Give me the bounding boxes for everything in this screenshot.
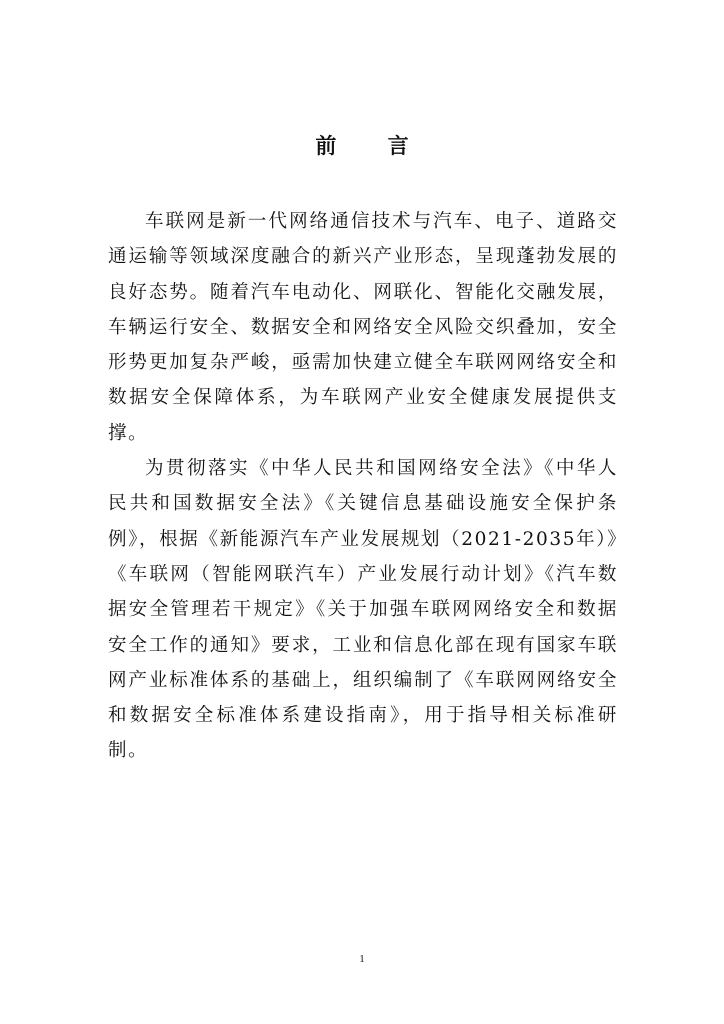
page-number: 1 — [359, 953, 365, 965]
body-text — [108, 204, 618, 769]
paragraph-2: 为贯彻落实《中华人民共和国网络安全法》《中华人民共和国数据安全法》《关键信息基础设施安全保护条例》，根据《新能源汽车产业发展规划（2021-2035年）》《车联网（智能网联汽车）产业发展行动计划》《汽车数据安全管理若干规定》《关于加强车联网网络安全和数据安全工作的通知》要求，工业和信息化部在现有国家车联网产业标准体系的基础上，组织编制了《车联网网络安全和数据安全标准体系建设指南》，用于指导相关标准研制。 — [108, 458, 618, 762]
paragraph-1: 车联网是新一代网络通信技术与汽车、电子、道路交通运输等领域深度融合的新兴产业形态，呈现蓬勃发展的良好态势。随着汽车电动化、网联化、智能化交融发展，车辆运行安全、数据安全和网络安全风险交织叠加，安全形势更加复杂严峻，亟需加快建立健全车联网网络安全和数据安全保障体系，为车联网产业安全健康发展提供支撑。 — [108, 211, 618, 444]
page-title: 前 言 — [315, 133, 431, 158]
